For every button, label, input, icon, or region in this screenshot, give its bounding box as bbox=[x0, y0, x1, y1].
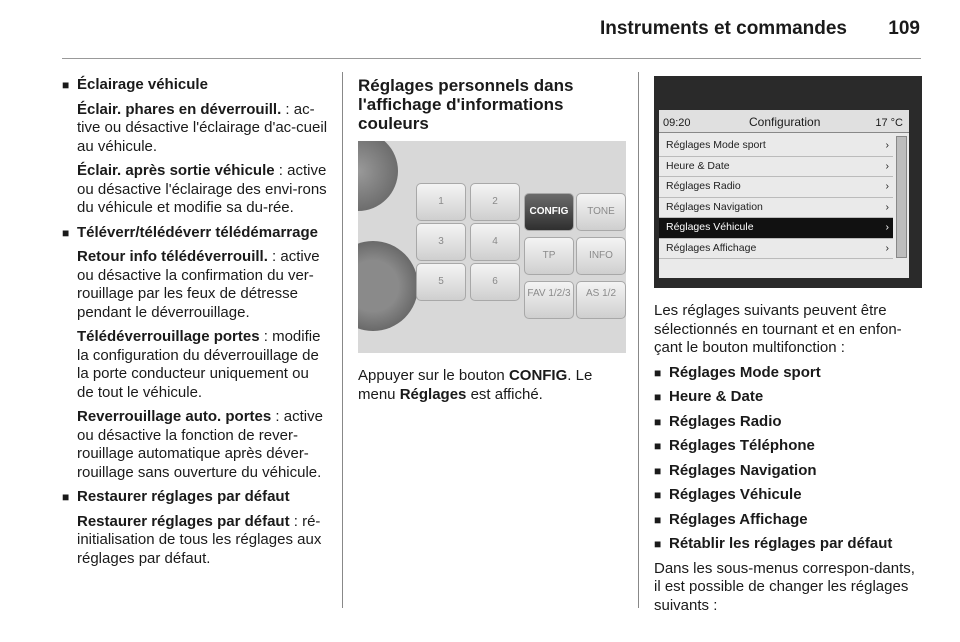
arrow-icon: › bbox=[885, 241, 889, 254]
radio-control-panel-photo bbox=[358, 141, 626, 353]
screen-title: Configuration bbox=[749, 115, 821, 129]
bullet-item: ■ Réglages Radio bbox=[654, 413, 922, 432]
as-key: AS 1/2 bbox=[576, 281, 626, 319]
top-knob bbox=[358, 141, 398, 211]
screen-status-bar bbox=[659, 110, 909, 133]
tone-key: TONE bbox=[576, 193, 626, 231]
paragraph: Reverrouillage auto. portes : active ou désactive la fonction de rever-rouillage automatique après déver-rouillage sans ouverture du véhicule. bbox=[77, 408, 323, 481]
column-1 bbox=[62, 76, 328, 574]
bullet-item: ■ Réglages Navigation bbox=[654, 462, 922, 481]
display-screenshot bbox=[654, 76, 922, 288]
bullet-item: ■ Réglages Véhicule bbox=[654, 486, 922, 505]
footer-paragraph: Dans les sous-menus correspon-dants, il est possible de changer les réglages suivants : bbox=[654, 559, 915, 614]
preset-key: 3 bbox=[416, 223, 466, 261]
preset-key: 2 bbox=[470, 183, 520, 221]
menu-item: Réglages Navigation › bbox=[659, 198, 893, 219]
paragraph: Télédéverrouillage portes : modifie la configuration du déverrouillage de la porte conducteur uniquement ou de tout le véhicule. bbox=[77, 328, 321, 401]
preset-key: 1 bbox=[416, 183, 466, 221]
fav-key: FAV 1/2/3 bbox=[524, 281, 574, 319]
paragraph: Éclair. après sortie véhicule : active ou désactive l'éclairage des envi-rons du véhicule et modifie sa du-rée. bbox=[77, 162, 327, 216]
scrollbar bbox=[896, 136, 907, 258]
paragraph: Retour info télédéverrouill. : active ou désactive la confirmation du ver-rouillage par les feux de détresse pendant le déverrouillage. bbox=[77, 248, 320, 321]
arrow-icon: › bbox=[885, 200, 889, 213]
temperature: 17 °C bbox=[875, 117, 903, 129]
arrow-icon: › bbox=[885, 159, 889, 172]
arrow-icon: › bbox=[885, 221, 889, 233]
menu-item: Réglages Mode sport › bbox=[659, 136, 893, 157]
arrow-icon: › bbox=[885, 180, 889, 192]
section-heading: ■ Téléverr/télédéverr télédémarrage bbox=[62, 224, 328, 243]
caption: Appuyer sur le bouton CONFIG. Le menu Réglages est affiché. bbox=[358, 367, 593, 403]
settings-menu bbox=[659, 136, 893, 259]
bullet-item: ■ Réglages Téléphone bbox=[654, 437, 922, 456]
header-rule bbox=[62, 58, 921, 59]
page-title: Instruments et commandes bbox=[599, 18, 848, 39]
column-divider bbox=[638, 72, 639, 608]
arrow-icon: › bbox=[885, 139, 889, 151]
section-heading: ■ Éclairage véhicule bbox=[62, 76, 328, 95]
intro-paragraph: Les réglages suivants peuvent être sélectionnés en tournant et en enfon-çant le bouton multifonction : bbox=[654, 302, 902, 356]
menu-item-selected: Réglages Véhicule › bbox=[659, 218, 893, 239]
bullet-item: ■ Réglages Affichage bbox=[654, 511, 922, 530]
section-title: Réglages personnels dans l'affichage d'informations couleurs bbox=[358, 76, 574, 133]
page-number: 109 bbox=[888, 18, 920, 39]
multifunction-knob bbox=[358, 241, 418, 331]
page-header bbox=[600, 18, 920, 40]
bullet-item: ■ Rétablir les réglages par défaut bbox=[654, 535, 922, 554]
paragraph: Restaurer réglages par défaut : ré-initialisation de tous les réglages aux réglages par défaut. bbox=[77, 512, 322, 567]
preset-key: 6 bbox=[470, 263, 520, 301]
bullet-item: ■ Réglages Mode sport bbox=[654, 364, 922, 383]
bullet-item: ■ Heure & Date bbox=[654, 388, 922, 407]
menu-item: Réglages Radio › bbox=[659, 177, 893, 198]
tp-key: TP bbox=[524, 237, 574, 275]
column-divider bbox=[342, 72, 343, 608]
config-key: CONFIG bbox=[524, 193, 574, 231]
info-key: INFO bbox=[576, 237, 626, 275]
preset-key: 5 bbox=[416, 263, 466, 301]
section-heading: ■ Restaurer réglages par défaut bbox=[62, 488, 328, 507]
clock: 09:20 bbox=[663, 117, 691, 129]
menu-item: Heure & Date › bbox=[659, 157, 893, 178]
column-2 bbox=[358, 76, 626, 404]
menu-item: Réglages Affichage › bbox=[659, 239, 893, 260]
preset-key: 4 bbox=[470, 223, 520, 261]
column-3 bbox=[654, 76, 922, 615]
paragraph: Éclair. phares en déverrouill. : ac-tive ou désactive l'éclairage d'ac-cueil au véhicule. bbox=[77, 100, 328, 155]
